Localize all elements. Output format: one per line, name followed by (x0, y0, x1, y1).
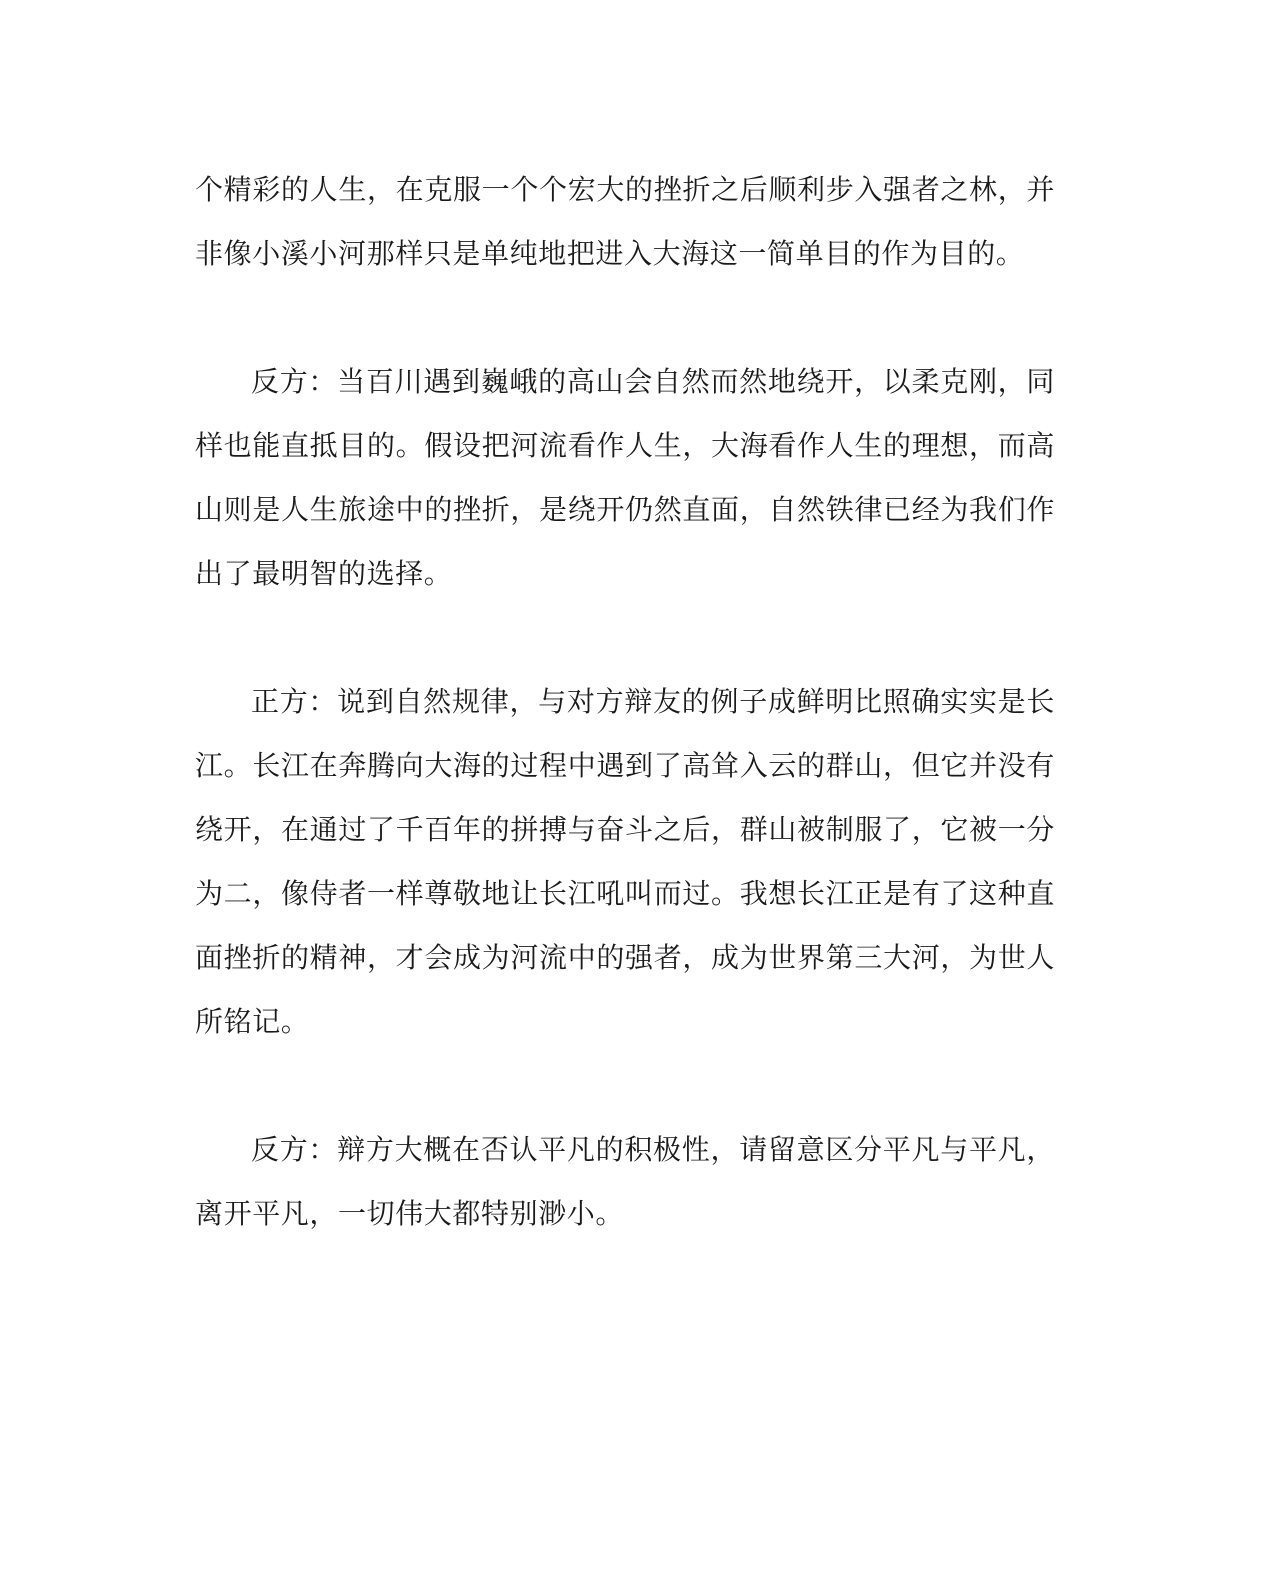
paragraph-continuation: 个精彩的人生，在克服一个个宏大的挫折之后顺利步入强者之林，并非像小溪小河那样只是单纯地把进入大海这一简单目的作为目的。 (195, 173, 1055, 270)
paragraph-con-side: 反方：当百川遇到巍峨的高山会自然而然地绕开，以柔克刚，同样也能直抵目的。假设把河流看作人生，大海看作人生的理想，而高山则是人生旅途中的挫折，是绕开仍然直面，自然铁律已经为我们作出了最明智的选择。 (195, 365, 1055, 590)
paragraph-gap (195, 606, 1055, 670)
paragraph-gap (195, 286, 1055, 350)
paragraph-gap (195, 1054, 1055, 1118)
paragraph-pro-side: 正方：说到自然规律，与对方辩友的例子成鲜明比照确实实是长江。长江在奔腾向大海的过程中遇到了高耸入云的群山，但它并没有绕开，在通过了千百年的拼搏与奋斗之后，群山被制服了，它被一分为二，像侍者一样尊敬地让长江吼叫而过。我想长江正是有了这种直面挫折的精神，才会成为河流中的强者，成为世界第三大河，为世人所铭记。 (195, 685, 1055, 1038)
paragraph-con-side-2: 反方：辩方大概在否认平凡的积极性，请留意区分平凡与平凡，离开平凡，一切伟大都特别渺小。 (195, 1133, 1055, 1230)
document-body (195, 158, 1055, 1246)
